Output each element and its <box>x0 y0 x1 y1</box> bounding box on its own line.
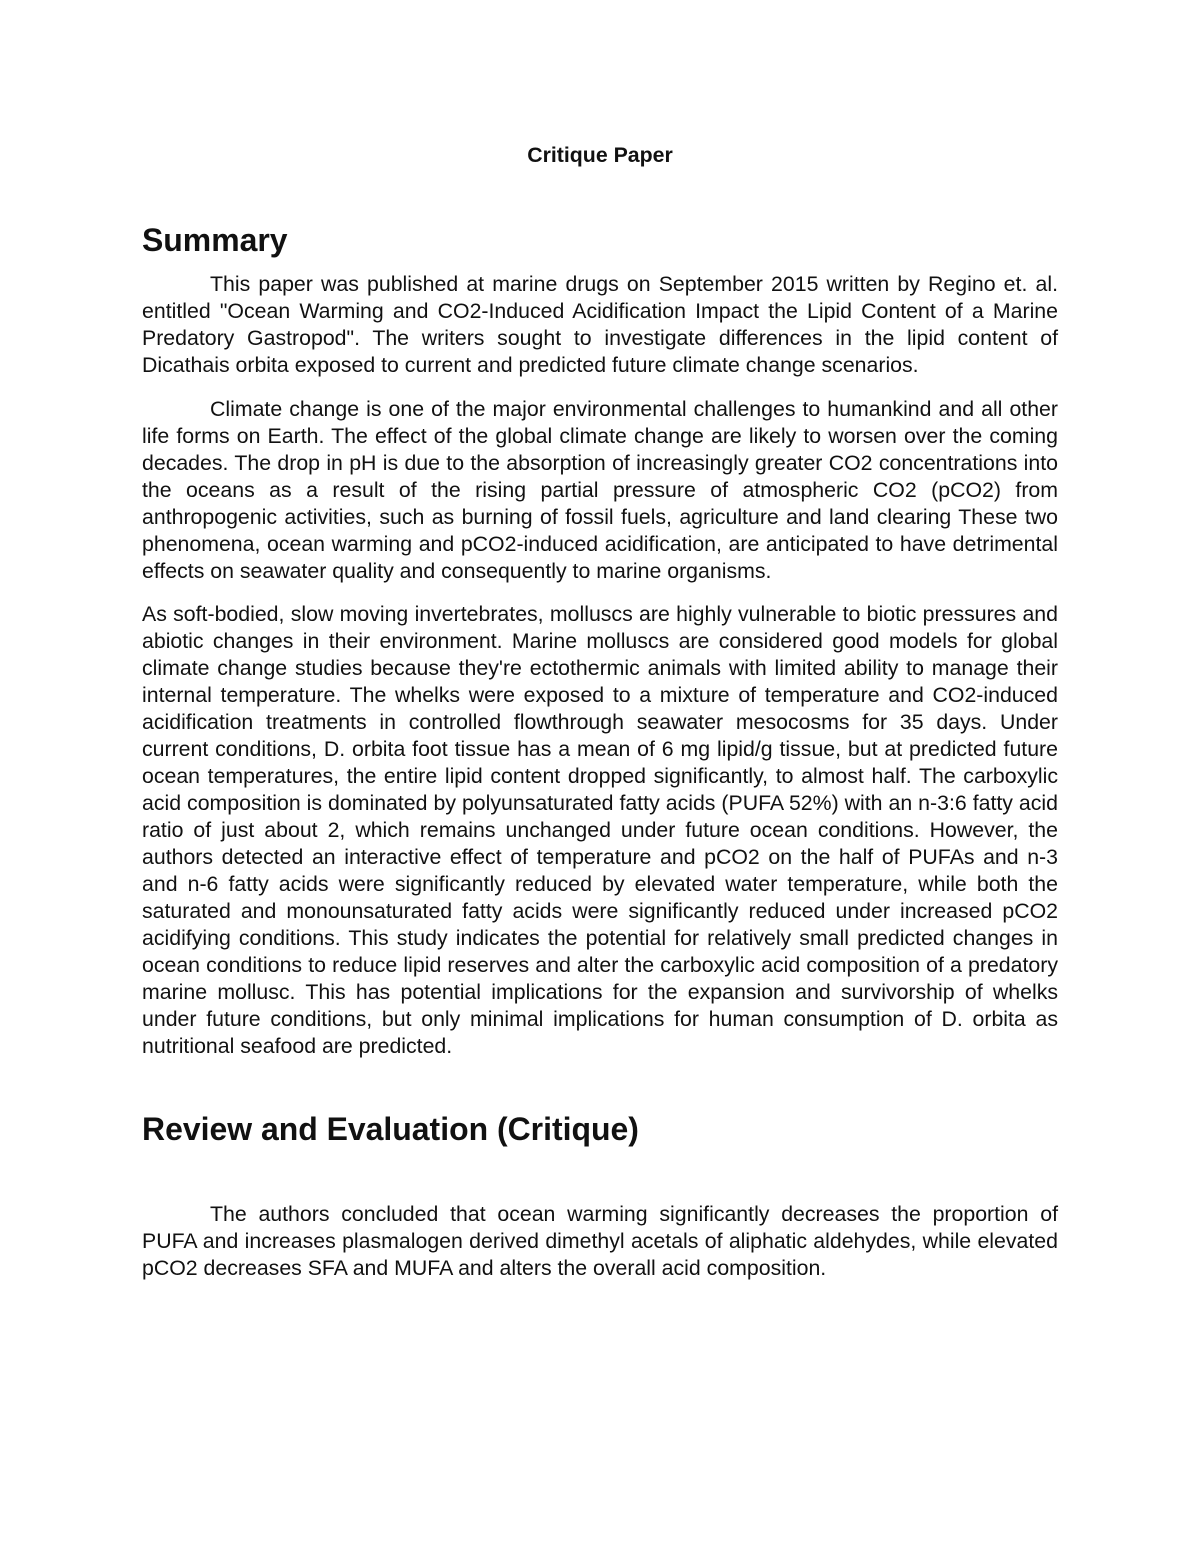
summary-paragraph-3: As soft-bodied, slow moving invertebrates, molluscs are highly vulnerable to biotic pressures and abiotic changes in their environment. Marine molluscs are considered good models for global climate change studies because they're ectothermic animals with limited ability to manage their internal temperature. The whelks were exposed to a mixture of temperature and CO2-induced acidification treatments in controlled flowthrough seawater mesocosms for 35 days. Under current conditions, D. orbita foot tissue has a mean of 6 mg lipid/g tissue, but at predicted future ocean temperatures, the entire lipid content dropped significantly, to almost half. The carboxylic acid composition is dominated by polyunsaturated fatty acids (PUFA 52%) with an n-3:6 fatty acid ratio of just about 2, which remains unchanged under future ocean conditions. However, the authors detected an interactive effect of temperature and pCO2 on the half of PUFAs and n-3 and n-6 fatty acids were significantly reduced by elevated water temperature, while both the saturated and monounsaturated fatty acids were significantly reduced under increased pCO2 acidifying conditions. This study indicates the potential for relatively small predicted changes in ocean conditions to reduce lipid reserves and alter the carboxylic acid composition of a predatory marine mollusc. This has potential implications for the expansion and survivorship of whelks under future conditions, but only minimal implications for human consumption of D. orbita as nutritional seafood are predicted. <box>142 602 1058 1058</box>
summary-paragraph-1: This paper was published at marine drugs on September 2015 written by Regino et. al. entitled "Ocean Warming and CO2-Induced Acidification Impact the Lipid Content of a Marine Predatory Gastropod". The writers sought to investigate differences in the lipid content of Dicathais orbita exposed to current and predicted future climate change scenarios. <box>142 272 1058 377</box>
summary-paragraph-2: Climate change is one of the major environmental challenges to humankind and all other life forms on Earth. The effect of the global climate change are likely to worsen over the coming decades. The drop in pH is due to the absorption of increasingly greater CO2 concentrations into the oceans as a result of the rising partial pressure of atmospheric CO2 (pCO2) from anthropogenic activities, such as burning of fossil fuels, agriculture and land clearing These two phenomena, ocean warming and pCO2-induced acidification, are anticipated to have detrimental effects on seawater quality and consequently to marine organisms. <box>142 397 1058 583</box>
document-body <box>142 142 1058 1282</box>
page-title: Critique Paper <box>527 143 673 167</box>
review-heading: Review and Evaluation (Critique) <box>142 1111 639 1147</box>
review-paragraph-1: The authors concluded that ocean warming significantly decreases the proportion of PUFA and increases plasmalogen derived dimethyl acetals of aliphatic aldehydes, while elevated pCO2 decreases SFA and MUFA and alters the overall acid composition. <box>142 1202 1058 1280</box>
summary-heading: Summary <box>142 222 288 258</box>
